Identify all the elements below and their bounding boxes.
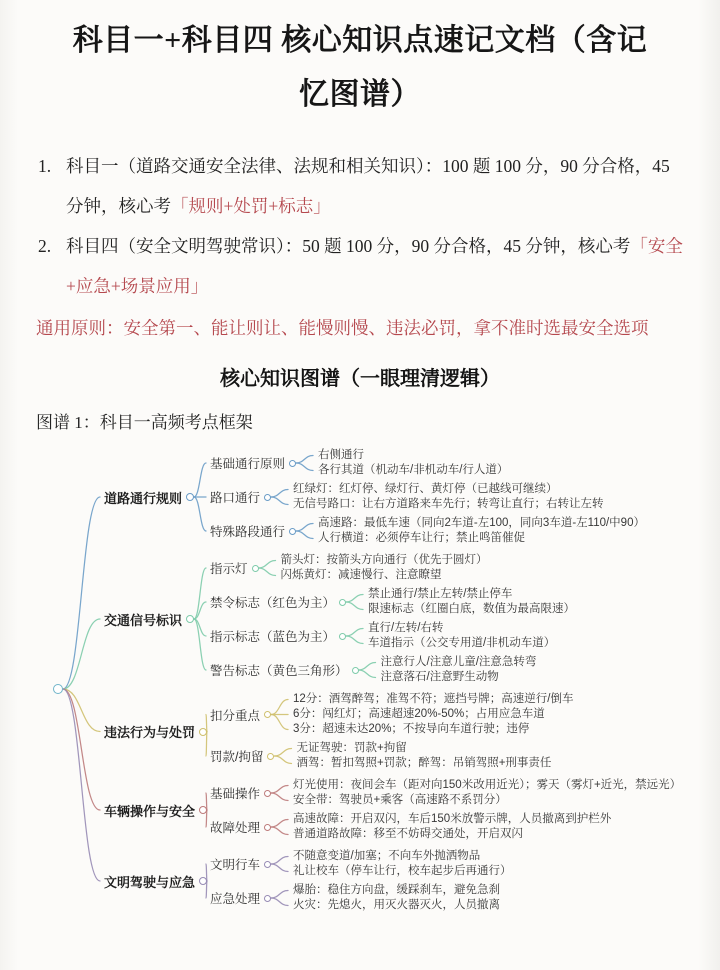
mindmap-leaf: 人行横道：必须停车让行；禁止鸣笛催促: [318, 532, 526, 544]
subtopic-node-dot: [289, 528, 296, 535]
mindmap-leaf: 注意落石/注意野生动物: [380, 671, 499, 683]
mindmap-subtopic: [210, 516, 645, 546]
subtopic-leaves: [293, 692, 573, 737]
subtopic-label-wrap: [210, 661, 359, 679]
branch-node-dot: [199, 806, 207, 814]
subtopic-label-wrap: [210, 706, 271, 724]
mindmap-subtopic: [210, 587, 575, 617]
subtopic-node-dot: [252, 565, 259, 572]
branch-node-dot: [199, 877, 207, 885]
list-item-highlight: 「安全+应急+场景应用」: [66, 236, 683, 296]
subtopic-node-dot: [339, 599, 346, 606]
mindmap-subtopic: [210, 812, 681, 842]
mindmap-branch: [104, 849, 720, 913]
subtopic-label-wrap: [210, 627, 346, 645]
subtopic-label: 基础操作: [210, 787, 261, 801]
branch-children: [210, 553, 575, 685]
mindmap-leaf: 红绿灯：红灯停、绿灯行、黄灯停（已越线可继续）: [293, 483, 558, 495]
subtopic-leaves: [281, 553, 488, 583]
branch-children: [210, 448, 645, 546]
subtopic-leaves: [368, 587, 575, 617]
document-body: [0, 146, 720, 348]
branch-node-dot: [199, 728, 207, 736]
branch-label: 交通信号标识: [104, 612, 183, 628]
subtopic-label: 路口通行: [210, 491, 261, 505]
list-number: 1.: [38, 156, 52, 176]
branch-label: 文明驾驶与应急: [104, 874, 196, 890]
subtopic-label-wrap: [210, 559, 259, 577]
branch-label-wrap: [104, 801, 210, 820]
mindmap-leaf: 车道指示（公交专用道/非机动车道）: [368, 637, 556, 649]
subtopic-leaves: [296, 741, 551, 771]
branch-children: [210, 849, 512, 913]
mindmap-leaf: 注意行人/注意儿童/注意急转弯: [380, 656, 537, 668]
numbered-list: [36, 146, 684, 306]
mindmap-leaf: 不随意变道/加塞；不向车外抛洒物品: [293, 850, 481, 862]
branch-label-wrap: [104, 488, 210, 507]
subtopic-label-wrap: [210, 454, 296, 472]
mindmap-subtopic: [210, 778, 681, 808]
subtopic-leaves: [293, 482, 604, 512]
subtopic-label-wrap: [210, 522, 296, 540]
mindmap-subtopic: [210, 692, 574, 737]
subtopic-label-wrap: [210, 593, 346, 611]
mindmap-root-node: [53, 684, 63, 694]
mindmap-leaf: 高速路：最低车速（同向2车道-左100，同向3车道-左110/中90）: [318, 517, 645, 529]
subtopic-label: 罚款/拘留: [210, 750, 264, 764]
branch-label: 违法行为与处罚: [104, 725, 196, 740]
mindmap: [0, 448, 720, 926]
subtopic-node-dot: [267, 753, 274, 760]
mindmap-leaf: 限速标志（红圈白底，数值为最高限速）: [368, 603, 576, 615]
subtopic-leaves: [293, 778, 681, 808]
mindmap-subtopic: [210, 621, 575, 651]
mindmap-branch: [104, 448, 720, 546]
list-item-subject4: [36, 226, 684, 306]
section-heading: 核心知识图谱（一眼理清逻辑）: [220, 368, 500, 390]
mindmap-leaf: 闪烁黄灯：减速慢行、注意瞭望: [280, 569, 442, 581]
mindmap-leaf: 爆胎：稳住方向盘，缓踩刹车，避免急刹: [293, 884, 501, 896]
subtopic-node-dot: [264, 824, 271, 831]
branch-label-wrap: [104, 610, 210, 629]
figure-caption: 图谱 1：科目一高频考点框架: [36, 413, 253, 432]
branch-node-dot: [186, 493, 194, 501]
mindmap-branch: [104, 553, 720, 685]
mindmap-subtopic: [210, 448, 645, 478]
mindmap-subtopic: [210, 849, 512, 879]
mindmap-leaf: 高速故障：开启双闪，车后150米放警示牌，人员撤离到护栏外: [293, 813, 612, 825]
subtopic-node-dot: [264, 494, 271, 501]
mindmap-leaf: 12分：酒驾醉驾；准驾不符；遮挡号牌；高速逆行/倒车: [293, 693, 574, 705]
subtopic-node-dot: [352, 667, 359, 674]
list-item-text: 科目一（道路交通安全法律、法规和相关知识）：100 题 100 分，90 分合格，45 分钟，核心考: [66, 156, 670, 216]
mindmap-leaf: 礼让校车（停车让行，校车起步后再通行）: [293, 865, 512, 877]
mindmap-subtopic: [210, 482, 645, 512]
subtopic-leaves: [381, 655, 537, 685]
mindmap-leaf: 各行其道（机动车/非机动车/行人道）: [318, 464, 509, 476]
mindmap-subtopic: [210, 741, 574, 771]
mindmap-branch: [104, 778, 720, 842]
list-number: 2.: [38, 236, 52, 256]
mindmap-leaf: 6分：闯红灯；高速超速20%-50%；占用应急车道: [293, 708, 545, 720]
branch-label-wrap: [104, 872, 210, 891]
branch-children: [210, 778, 681, 842]
mindmap-leaf: 灯光使用：夜间会车（距对向150米改用近光）；雾天（雾灯+近光，禁远光）: [293, 779, 682, 791]
mindmap-leaf: 右侧通行: [318, 449, 365, 461]
mindmap-subtopic: [210, 553, 575, 583]
subtopic-label-wrap: [210, 784, 271, 802]
mindmap-leaf: 3分：超速未达20%；不按导向车道行驶；违停: [293, 723, 530, 735]
subtopic-leaves: [293, 812, 611, 842]
subtopic-label: 禁令标志（红色为主）: [210, 596, 336, 610]
branch-label-wrap: [104, 722, 210, 741]
page-title: 科目一+科目四 核心知识点速记文档（含记忆图谱）: [72, 24, 648, 111]
mindmap-leaf: 普通道路故障：移至不妨碍交通处，开启双闪: [293, 828, 524, 840]
general-principle: 通用原则：安全第一、能让则让、能慢则慢、违法必罚，拿不准时选最安全选项: [36, 318, 649, 338]
subtopic-label: 扣分重点: [210, 708, 261, 723]
mindmap-leaf: 火灾：先熄火，用灭火器灭火，人员撤离: [293, 899, 501, 911]
subtopic-label-wrap: [210, 889, 271, 907]
subtopic-label-wrap: [210, 818, 271, 836]
mindmap-leaf: 酒驾：暂扣驾照+罚款；醉驾：吊销驾照+刑事责任: [296, 757, 552, 769]
subtopic-node-dot: [339, 633, 346, 640]
branch-label: 车辆操作与安全: [104, 803, 196, 819]
list-item-highlight: 「规则+处罚+标志」: [171, 196, 331, 216]
subtopic-leaves: [293, 849, 512, 879]
subtopic-label: 故障处理: [210, 821, 261, 835]
mindmap-leaf: 箭头灯：按箭头方向通行（优先于圆灯）: [280, 554, 488, 566]
list-item-text: 科目四（安全文明驾驶常识）：50 题 100 分，90 分合格，45 分钟，核心考: [66, 236, 631, 256]
subtopic-label: 指示灯: [210, 562, 248, 576]
subtopic-label: 警告标志（黄色三角形）: [210, 664, 348, 678]
branch-children: [210, 692, 574, 771]
subtopic-node-dot: [264, 895, 271, 902]
mindmap-subtopic: [210, 883, 512, 913]
subtopic-leaves: [318, 448, 508, 478]
branch-label: 道路通行规则: [104, 490, 183, 506]
subtopic-label: 特殊路段通行: [210, 525, 286, 539]
subtopic-label: 基础通行原则: [210, 457, 286, 471]
subtopic-label-wrap: [210, 488, 271, 506]
mindmap-branches: [104, 448, 720, 913]
subtopic-node-dot: [264, 861, 271, 868]
mindmap-subtopic: [210, 655, 575, 685]
subtopic-node-dot: [264, 711, 271, 718]
subtopic-leaves: [293, 883, 500, 913]
subtopic-node-dot: [264, 790, 271, 797]
mindmap-leaf: 无证驾驶：罚款+拘留: [296, 742, 407, 754]
subtopic-label: 应急处理: [210, 892, 261, 906]
subtopic-label: 文明行车: [210, 858, 261, 872]
subtopic-leaves: [368, 621, 555, 651]
mindmap-leaf: 安全带：驾驶员+乘客（高速路不系罚分）: [293, 794, 507, 806]
subtopic-node-dot: [289, 460, 296, 467]
subtopic-leaves: [318, 516, 645, 546]
branch-node-dot: [186, 615, 194, 623]
list-item-subject1: [36, 146, 684, 226]
subtopic-label-wrap: [210, 855, 271, 873]
subtopic-label: 指示标志（蓝色为主）: [210, 630, 336, 644]
subtopic-label-wrap: [210, 747, 274, 765]
mindmap-leaf: 无信号路口：让右方道路来车先行；转弯让直行；右转让左转: [293, 498, 604, 510]
mindmap-leaf: 禁止通行/禁止左转/禁止停车: [368, 588, 513, 600]
mindmap-branch: [104, 692, 720, 771]
mindmap-leaf: 直行/左转/右转: [368, 622, 444, 634]
